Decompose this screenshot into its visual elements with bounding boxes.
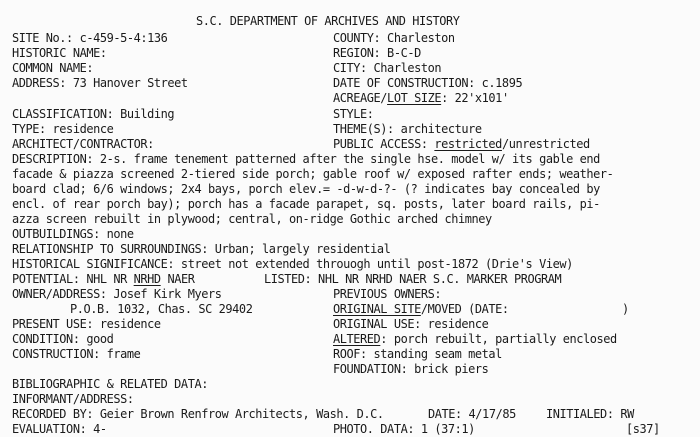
informant-address: INFORMANT/ADDRESS:: [12, 391, 134, 406]
department-title: S.C. DEPARTMENT OF ARCHIVES AND HISTORY: [196, 13, 460, 28]
lot-size-label: LOT SIZE: [387, 90, 442, 105]
description-line: azza screen rebuilt in plywood; central, on-ridge Gothic arched chimney: [12, 211, 492, 226]
recorded-date: DATE: 4/17/85: [428, 406, 516, 421]
construction: CONSTRUCTION: frame: [12, 346, 141, 361]
public-access-other: /unrestricted: [501, 136, 590, 151]
potential-label: POTENTIAL: NHL NR: [12, 271, 134, 286]
description-line: board clad; 6/6 windows; 2x4 bays, porch elev.= -d-w-d-?- (? indicates bay concealed by: [12, 181, 600, 196]
city: CITY: Charleston: [333, 60, 442, 75]
altered-value: : porch rebuilt, partially enclosed: [380, 331, 617, 346]
condition: CONDITION: good: [12, 331, 114, 346]
themes: THEME(S): architecture: [333, 121, 482, 136]
altered: [333, 331, 617, 346]
acreage-label: ACREAGE/: [333, 90, 388, 105]
roof: ROOF: standing seam metal: [333, 346, 502, 361]
historical-significance: HISTORICAL SIGNIFICANCE: street not extended throuogh until post-1872 (Drie's View): [12, 256, 573, 271]
public-access: [333, 136, 590, 151]
relationship-to-surroundings: RELATIONSHIP TO SURROUNDINGS: Urban; largely residential: [12, 241, 391, 256]
original-site-moved: [333, 301, 509, 316]
acreage-lot-size: [333, 90, 509, 105]
moved-date-close: ): [622, 301, 629, 316]
owner-address: OWNER/ADDRESS: Josef Kirk Myers: [12, 286, 222, 301]
type: TYPE: residence: [12, 121, 114, 136]
architect-contractor: ARCHITECT/CONTRACTOR:: [12, 136, 154, 151]
region: REGION: B-C-D: [333, 45, 421, 60]
photo-data: PHOTO. DATA: 1 (37:1): [333, 421, 475, 436]
address: ADDRESS: 73 Hanover Street: [12, 75, 188, 90]
potential-selected: NRHD: [133, 271, 161, 286]
foundation: FOUNDATION: brick piers: [333, 361, 489, 376]
common-name: COMMON NAME:: [12, 60, 94, 75]
evaluation: EVALUATION: 4-: [12, 421, 107, 436]
description-line: DESCRIPTION: 2-s. frame tenement patterned after the single hse. model w/ its gable end: [12, 151, 600, 166]
public-access-selected: restricted: [434, 136, 502, 151]
classification: CLASSIFICATION: Building: [12, 106, 175, 121]
initialed: INITIALED: RW: [546, 406, 634, 421]
potential: [12, 271, 194, 286]
bibliographic-data: BIBLIOGRAPHIC & RELATED DATA:: [12, 376, 208, 391]
owner-address-line2: P.O.B. 1032, Chas. SC 29402: [70, 301, 253, 316]
original-use: ORIGINAL USE: residence: [333, 316, 489, 331]
style: STYLE:: [333, 106, 374, 121]
altered-label: ALTERED: [333, 331, 381, 346]
listed: LISTED: NHL NR NRHD NAER S.C. MARKER PROGRAM: [264, 271, 562, 286]
original-site-selected: ORIGINAL SITE: [333, 301, 421, 316]
lot-size-value: : 22'x101': [441, 90, 509, 105]
recorded-by: RECORDED BY: Geier Brown Renfrow Architects, Wash. D.C.: [12, 406, 384, 421]
reference-code: [s37]: [626, 421, 660, 436]
county: COUNTY: Charleston: [333, 30, 455, 45]
description-line: encl. of rear porch bay); porch has a facade parapet, sq. posts, later board rails, pi-: [12, 196, 600, 211]
present-use: PRESENT USE: residence: [12, 316, 161, 331]
outbuildings: OUTBUILDINGS: none: [12, 226, 134, 241]
potential-other: NAER: [160, 271, 195, 286]
description-line: facade & piazza screened 2-tiered side porch; gable roof w/ exposed rafter ends; weather-: [12, 166, 614, 181]
moved-date: /MOVED (DATE:: [420, 301, 509, 316]
date-of-construction: DATE OF CONSTRUCTION: c.1895: [333, 75, 523, 90]
public-access-label: PUBLIC ACCESS:: [333, 136, 435, 151]
site-number: SITE No.: c-459-5-4:136: [12, 30, 168, 45]
historic-name: HISTORIC NAME:: [12, 45, 107, 60]
previous-owners: PREVIOUS OWNERS:: [333, 286, 442, 301]
